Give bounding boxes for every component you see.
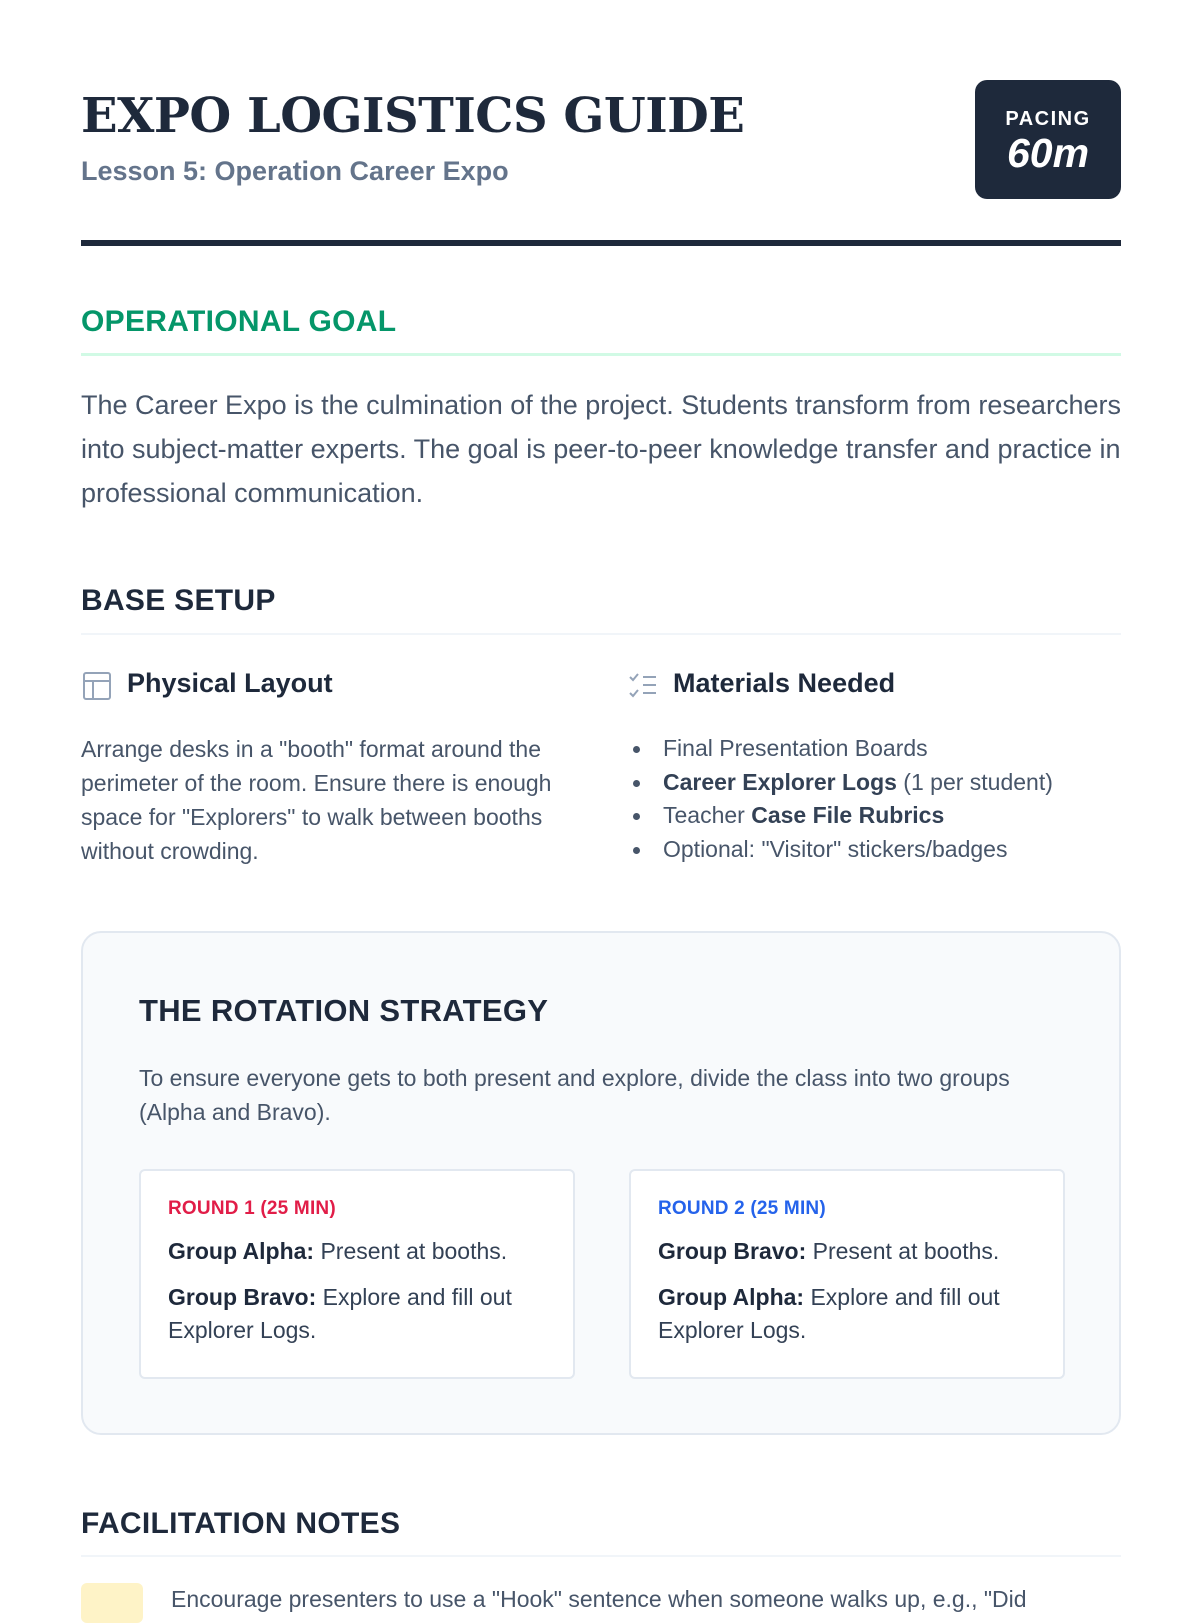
goal-divider <box>81 353 1121 356</box>
round-assignment: Group Bravo: Explore and fill out Explorer Logs. <box>168 1284 512 1343</box>
layout-icon <box>81 670 113 702</box>
setup-divider <box>81 633 1121 635</box>
setup-heading: BASE SETUP <box>81 584 276 617</box>
list-item: Career Explorer Logs (1 per student) <box>627 766 1147 800</box>
physical-layout-text: Arrange desks in a "booth" format around the perimeter of the room. Ensure there is enough space for "Explorers" to walk between booths without crowding. <box>81 736 552 864</box>
list-item: Final Presentation Boards <box>627 732 1147 766</box>
header-divider <box>81 240 1121 246</box>
pacing-badge <box>975 80 1121 199</box>
round-assignment: Group Bravo: Present at booths. <box>658 1238 1000 1264</box>
document-header <box>81 80 1121 200</box>
round-1-card <box>139 1169 575 1379</box>
facilitation-divider <box>81 1555 1121 1557</box>
rotation-heading: THE ROTATION STRATEGY <box>139 993 549 1028</box>
note-marker <box>81 1583 143 1623</box>
list-item: Optional: "Visitor" stickers/badges <box>627 833 1147 867</box>
checklist-icon <box>627 670 659 702</box>
round-2-card <box>629 1169 1065 1379</box>
materials-title: Materials Needed <box>673 668 896 698</box>
list-item: Teacher Case File Rubrics <box>627 799 1147 833</box>
rotation-intro: To ensure everyone gets to both present and explore, divide the class into two groups (Alpha and Bravo). <box>139 1065 1010 1125</box>
round-label: ROUND 2 (25 MIN) <box>658 1198 826 1219</box>
round-assignment: Group Alpha: Explore and fill out Explorer Logs. <box>658 1284 1000 1343</box>
pacing-label: PACING <box>1005 108 1091 130</box>
facilitation-note: Encourage presenters to use a "Hook" sentence when someone walks up, e.g., "Did <box>171 1586 1027 1612</box>
round-label: ROUND 1 (25 MIN) <box>168 1198 336 1219</box>
materials-list <box>627 732 1147 866</box>
rotation-strategy-panel <box>81 931 1121 1435</box>
page-subtitle: Lesson 5: Operation Career Expo <box>81 156 509 186</box>
goal-text: The Career Expo is the culmination of the project. Students transform from researchers into subject-matter experts. The goal is peer-to-peer knowledge transfer and practice in professional communication. <box>81 390 1121 508</box>
round-assignment: Group Alpha: Present at booths. <box>168 1238 508 1264</box>
pacing-value: 60m <box>1006 130 1090 176</box>
page-title: EXPO LOGISTICS GUIDE <box>81 88 745 144</box>
goal-heading: OPERATIONAL GOAL <box>81 305 397 338</box>
facilitation-heading: FACILITATION NOTES <box>81 1507 401 1540</box>
physical-layout-title: Physical Layout <box>127 668 333 698</box>
